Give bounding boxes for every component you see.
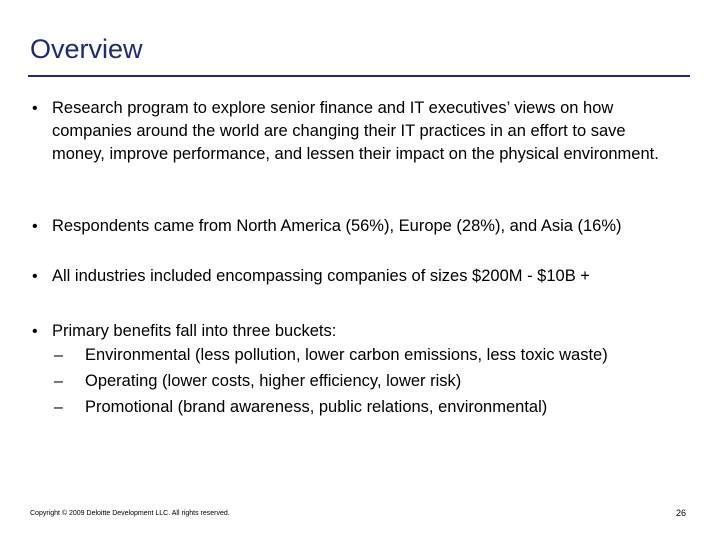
dash-icon: – [54, 347, 63, 364]
title-divider [28, 75, 690, 77]
bullet-icon: • [32, 268, 38, 285]
bullet-icon: • [32, 323, 38, 340]
page-number: 26 [676, 508, 687, 518]
dash-icon: – [54, 399, 63, 416]
bullet-text: Research program to explore senior finance and IT executives’ views on how companies around the world are changing their IT practices in an effort to save money, improve performance, and lessen their impact on the physical environment. [52, 99, 659, 163]
bullet-icon: • [32, 218, 38, 235]
bullet-text: Respondents came from North America (56%), Europe (28%), and Asia (16%) [52, 217, 622, 235]
bullet-text: Primary benefits fall into three buckets: [52, 322, 337, 340]
sub-item-text: Promotional (brand awareness, public relations, environmental) [85, 398, 548, 416]
bullet-text: All industries included encompassing companies of sizes $200M - $10B + [52, 267, 590, 285]
sub-item-text: Environmental (less pollution, lower carbon emissions, less toxic waste) [85, 346, 608, 364]
dash-icon: – [54, 373, 63, 390]
bullet-icon: • [32, 100, 38, 117]
sub-item-text: Operating (lower costs, higher efficiency, lower risk) [85, 372, 462, 390]
slide-title: Overview [30, 34, 143, 64]
footer-copyright: Copyright © 2009 Deloitte Development LLC. All rights reserved. [30, 510, 230, 517]
